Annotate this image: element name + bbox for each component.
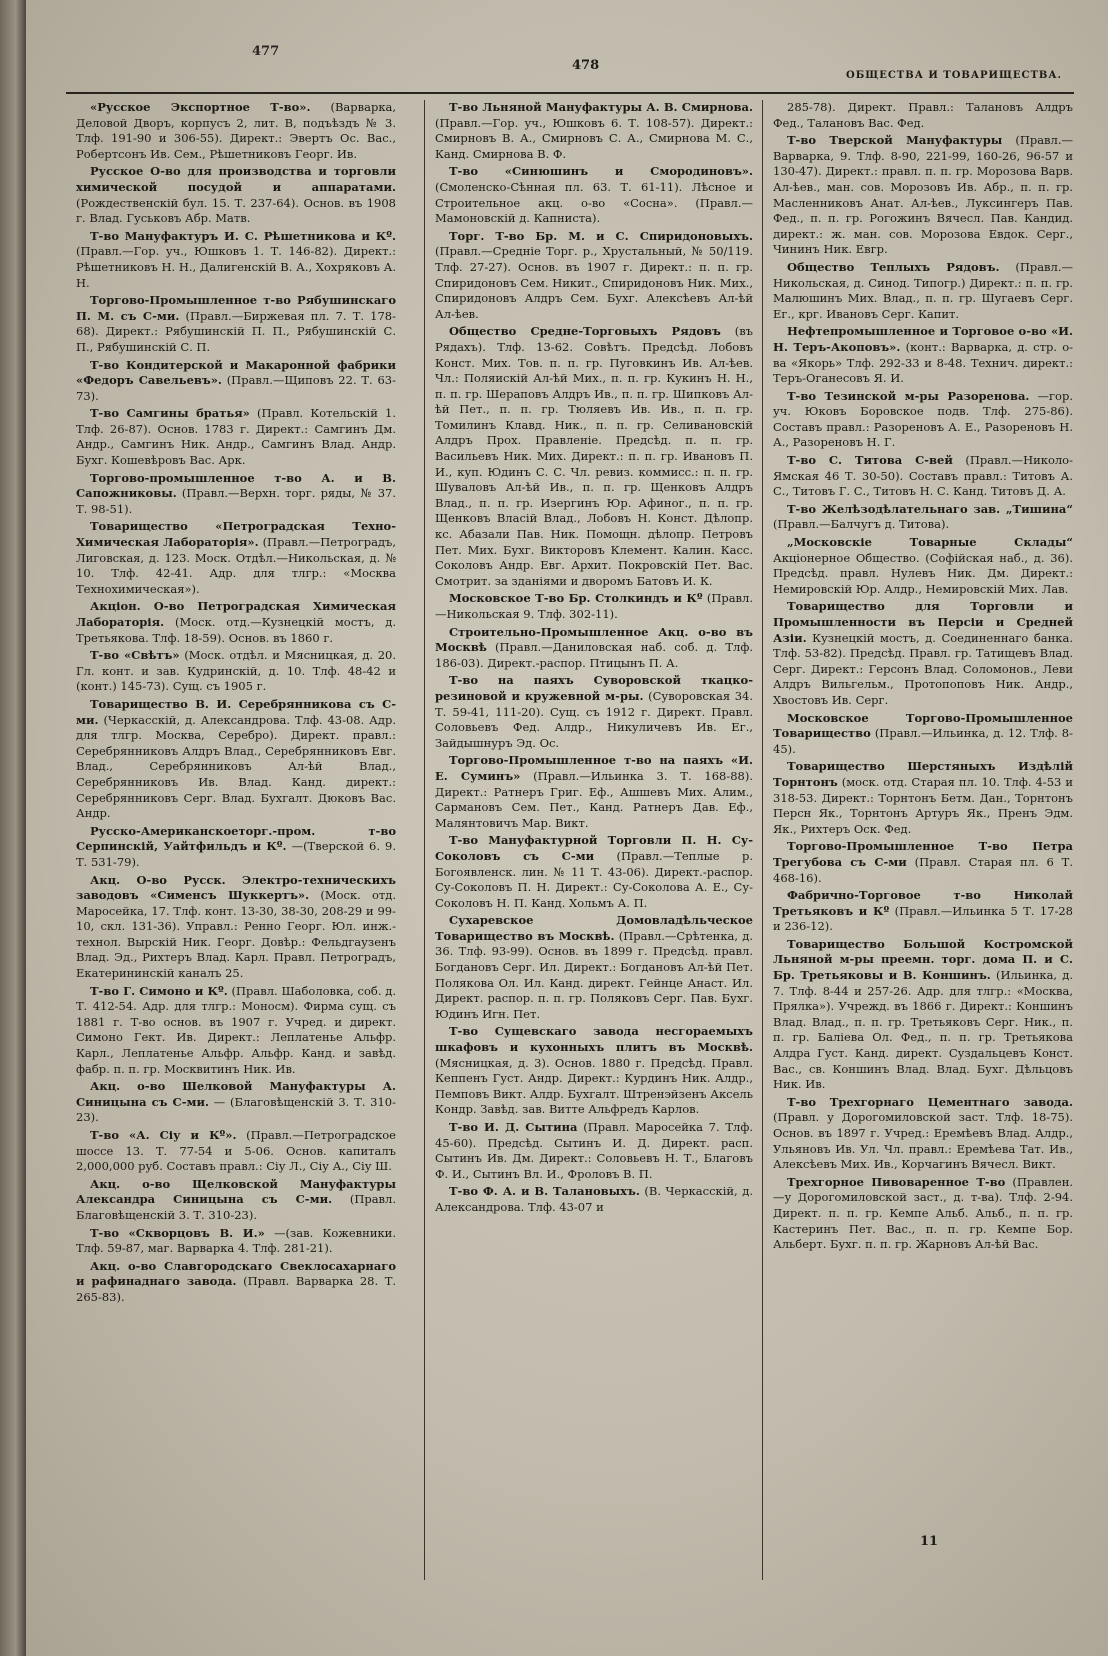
directory-entry — [76, 229, 396, 291]
directory-entry — [435, 100, 753, 162]
entry-body: (Правл. Шаболовка, соб. д. Т. 412-54. Адр. для тлгр.: Моносм). Фирма сущ. съ 1881 г. Т-во основ. въ 1907 г. Учред. и директ. Симоно Гект. Ив. Директ.: Леплатенье Альфр. Карл., Леплатенье Альфр. Альфр. Канд. и завѣд. фабр. п. п. гр. Москвитинъ Ник. Ив. — [76, 983, 396, 1076]
directory-entry — [773, 937, 1073, 1093]
entry-body: (Правл.—Щиповъ 22. Т. 63-73). — [76, 373, 396, 403]
entry-body: (Правл. Старая пл. 6 Т. 468-16). — [773, 854, 1073, 885]
entry-title: Товарищество для Торговли и Промышленности въ Персіи и Средней Азіи. — [773, 599, 1073, 645]
entry-body: (В. Черкасскій, д. Александрова. Тлф. 43-07 и — [435, 1184, 753, 1214]
directory-entry — [76, 100, 396, 162]
entry-body: (Правл.—Ильинка, д. 12. Тлф. 8-45). — [773, 726, 1073, 756]
directory-page — [66, 52, 1074, 1612]
entry-title: Т-во «Синюшинъ и Смородиновъ». — [449, 164, 753, 179]
directory-entry — [773, 502, 1073, 533]
running-head: ОБЩЕСТВА И ТОВАРИЩЕСТВА. — [846, 70, 1062, 81]
column-3 — [762, 100, 1073, 1580]
directory-entry — [773, 759, 1073, 837]
page-number: 478 — [572, 58, 600, 73]
directory-entry — [76, 599, 396, 646]
entry-body: (Правл.—Гор. уч., Юшковъ 1. Т. 146-82). Директ.: Рѣшетниковъ Н. Н., Далигенскій В. А., Хохряковъ А. Н. — [76, 244, 396, 290]
entry-title: Акціон. О-во Петроградская Химическая Лабораторія. — [76, 599, 396, 629]
entry-body: (Правл.—Гор. уч., Юшковъ 6. Т. 108-57). Директ.: Смирновъ В. А., Смирновъ С. А., Смирнова М. С., Канд. Смирнова В. Ф. — [435, 115, 753, 161]
directory-entry — [435, 833, 753, 911]
entry-body: (Правл.—Никольская 9. Тлф. 302-11). — [435, 591, 753, 621]
entry-body: (моск. отд. Старая пл. 10. Тлф. 4-53 и 318-53. Директ.: Торнтонъ Бетм. Дан., Торнтонъ Персн Як., Торнтонъ Артуръ Як., Пренъ Эдм. Як., Рихтеръ Оск. Фед. — [773, 774, 1073, 836]
entry-title: Т-во Сущевскаго завода несгораемыхъ шкафовъ и кухонныхъ плитъ въ Москвѣ. — [435, 1024, 753, 1055]
entry-title: Т-во «А. Сіу и Кº». — [90, 1128, 237, 1142]
entry-title: Торгово-Промышленное т-во на паяхъ «И. Е. Суминъ» — [435, 753, 753, 783]
entry-body: (Моск. отд.—Кузнецкій мостъ, д. Третьякова. Тлф. 18-59). Основ. въ 1860 г. — [76, 615, 396, 645]
entry-body: (Рождественскій бул. 15. Т. 237-64). Основ. въ 1908 г. Влад. Гуськовъ Абр. Матв. — [76, 195, 396, 226]
entry-title: Т-во Г. Симоно и Кº. — [90, 983, 228, 998]
left-page-number: 477 — [252, 44, 280, 59]
entry-body: (въ Рядахъ). Тлф. 13-62. Совѣтъ. Предсѣд. Лобовъ Конст. Мих. Тов. п. п. гр. Пуговкинъ Ив. Ал-ѣев. Чл.: Поляискій Ал-ѣй Мих., п. п. гр. Кукинъ Н. Н., п. п. гр. Шераповъ Алдръ Ив., п. п. гр. Шипковъ Ал-ѣй Пет., п. п. гр. Тюляевъ Ив. Ив., п. п. гр. Томилинъ Клавд. Ник., п. п. гр. Селивановскій Алдръ Прох. Правленіе. Предсѣд. п. п. гр. Васильевъ Ник. Мих. Директ.: п. п. гр. Ивановъ П. И., куп. Юдинъ С. С. Чл. ревиз. коммисс.: п. п. гр. Шуваловъ Ал-ѣй Ив., п. п. гр. Щенковъ Алдръ Влад., п. п. гр. Изергинъ Юр. Афиног., п. п. гр. Щенковъ Власій Влад., Лобовъ Н. Конст. Дѣлопр. кс. Абазали Пав. Ник. Помощн. дѣлопр. Петровъ Пет. Мих. Бухг. Викторовъ Клемент. Калин. Касс. Соколовъ Андр. Евг. Архит. Покровскій Пет. Вас. Смотрит. за зданіями и дворомъ Батовъ И. К. — [435, 324, 753, 588]
column-1 — [76, 100, 396, 1580]
entry-body: (Правл. Котельскій 1. Тлф. 26-87). Основ. 1783 г. Директ.: Самгинъ Дм. Андр., Самгинъ Ник. Андр., Самгинъ Влад. Андр. Бухг. Кошевѣровъ Вас. Арк. — [76, 406, 396, 468]
directory-entry — [773, 1095, 1073, 1173]
directory-entry — [435, 229, 753, 323]
entry-body: (Моск. отд. Маросейка, 17. Тлф. конт. 13-30, 38-30, 208-29 и 99-10, скл. 131-36). Управл.: Ренно Георг. Юл. инж.-технол. Вырскій Ник. Георг. Довѣр.: Фельдгаузенъ Влад. Эд., Рихтеръ Влад. Карл. Правл. Петроградъ, Екатерининскій каналъ 25. — [76, 888, 396, 981]
entry-title: Торгово-промышленное т-во А. и В. Сапожниковы. — [76, 470, 396, 501]
entry-body: (Правлен.—у Дорогомиловской заст., д. т-ва). Тлф. 2-94. Директ. п. п. гр. Кемпе Альб. Альб., п. п. гр. Кастеринъ Пет. Вас., п. п. гр. Кемпе Бор. Альберт. Бухг. п. п. гр. Жарновъ Ал-ѣй Вас. — [773, 1174, 1073, 1252]
directory-entry — [435, 753, 753, 831]
entry-title: Акц. о-во Шелковой Мануфактуры А. Синицына съ С-ми. — [76, 1079, 396, 1109]
entry-title: Нефтепромышленное и Торговое о-во «И. Н. Теръ-Акоповъ». — [773, 324, 1073, 354]
directory-entry — [435, 625, 753, 672]
directory-entry — [773, 599, 1073, 708]
directory-entry — [76, 293, 396, 355]
directory-entry — [435, 164, 753, 226]
entry-body: (Правл. Варварка 28. Т. 265-83). — [76, 1274, 396, 1304]
entry-title: Товарищество Большой Костромской Льняной м-ры преемн. торг. дома П. и С. Бр. Третьяковы и В. Коншинъ. — [773, 936, 1073, 983]
entry-body: (Правл.—Теплые р. Богоявленск. лин. № 11 Т. 43-06). Директ.-распор. Су-Соколовъ П. Н. Директ.: Су-Соколова А. Е., Су-Соколовъ Н. П. Канд. Хольмъ А. П. — [435, 848, 753, 910]
entry-body: (Правл.—Ильинка 5 Т. 17-28 и 236-12). — [773, 903, 1073, 934]
directory-entry — [773, 260, 1073, 322]
entry-title: Общество Средне-Торговыхъ Рядовъ — [449, 324, 721, 339]
entry-body: (Мясницкая, д. 3). Основ. 1880 г. Предсѣд. Правл. Кеппенъ Густ. Андр. Директ.: Курдинъ Ник. Алдр., Пемповъ Викт. Алдр. Бухгалт. Штренэйзенъ Аксель Кондр. Завѣд. зав. Витте Альфредъ Карлов. — [435, 1055, 753, 1117]
entry-title: Т-во Тверской Мануфактуры — [787, 133, 1003, 148]
entry-body: (Правл.—Варварка, 9. Тлф. 8-90, 221-99, 160-26, 96-57 и 130-47). Директ.: правл. п. п. гр. Морозова Варв. Ал-ѣев., ман. сов. Морозовъ Ив. Абр., п. п. гр. Масленниковъ Анат. Ал-ѣев., Луксингеръ Пав. Фед., п. п. гр. Рогожинъ Вячесл. Пав. Кандид. директ.: ж. ман. сов. Морозова Евдок. Серг., Чининъ Ник. Евгр. — [773, 133, 1073, 257]
entry-title: Сухаревское Домовладѣльческое Товарищество въ Москвѣ. — [435, 913, 753, 943]
entry-title: Т-во «Скворцовъ В. И.» — [90, 1225, 265, 1240]
entry-body: Акціонерное Общество. (Софійская наб., д. 36). Предсѣд. правл. Нулевъ Ник. Дм. Директ.: Немировскій Юр. Алдр., Немировскій Мих. Лав. — [773, 550, 1073, 596]
entry-title: Акц. О-во Русск. Электро-техническихъ заводовъ «Сименсъ Шуккертъ». — [76, 872, 396, 903]
entry-body: —(Тверской 6. 9. Т. 531-79). — [76, 839, 396, 869]
directory-entry — [76, 1079, 396, 1126]
directory-entry — [76, 984, 396, 1078]
entry-title: Т-во Кондитерской и Макаронной фабрики «Федоръ Савельевъ». — [76, 357, 396, 388]
directory-entry — [76, 358, 396, 405]
entry-body: (Правл.—Петроградъ, Лиговская, д. 123. Моск. Отдѣл.—Никольская, д. № 10. Тлф. 42-41. Адр. для тлгр.: «Москва Технохимическая»). — [76, 535, 396, 596]
directory-entry — [76, 1177, 396, 1224]
entry-body: —(зав. Кожевники. Тлф. 59-87, маг. Варварка 4. Тлф. 281-21). — [76, 1225, 396, 1256]
entry-title: Московское Торгово-Промышленное Товарищество — [773, 710, 1073, 741]
directory-entry — [773, 888, 1073, 935]
entry-body: —гор. уч. Юковъ Боровское подв. Тлф. 275-86). Составъ правл.: Разореновъ А. Е., Разореновъ Н. А., Разореновъ Н. Г. — [773, 388, 1073, 450]
directory-entry — [435, 1184, 753, 1215]
entry-body: (Правл.—Ильинка 3. Т. 168-88). Директ.: Ратнеръ Григ. Еф., Ашшевъ Мих. Алим., Сармановъ Сем. Пет., Канд. Ратнеръ Дав. Еф., Малянтовичъ Мар. Викт. — [435, 768, 753, 830]
entry-title: Т-во И. Д. Сытина — [449, 1120, 578, 1134]
entry-body: (Правл.—Николо-Ямская 46 Т. 30-50). Составъ правл.: Титовъ А. С., Титовъ Г. С., Титовъ Н. С. Канд. Титовъ Д. А. — [773, 453, 1073, 499]
directory-entry — [76, 1128, 396, 1175]
entry-title: „Московскіе Товарные Склады“ — [787, 535, 1073, 550]
entry-title: Московское Т-во Бр. Столкиндъ и Кº — [449, 591, 703, 606]
directory-entry — [435, 673, 753, 751]
directory-entry — [435, 1024, 753, 1118]
entry-title: Строительно-Промышленное Акц. о-во въ Москвѣ — [435, 624, 753, 655]
entry-title: Т-во Желѣзодѣлательнаго зав. „Тишина“ — [787, 501, 1073, 516]
directory-entry — [76, 164, 396, 226]
entry-body: (Ильинка, д. 7. Тлф. 8-44 и 257-26. Адр. для тлгр.: «Москва, Прялка»). Учрежд. въ 1866 г. Директ.: Коншинъ Влад. Влад., п. п. гр. Третьяковъ Серг. Ник., п. п. гр. Баліева Ол. Фед., п. п. гр. Третьякова Алдра Густ. Канд. директ. Суздальцевъ Конст. Вас., св. Коншинъ Влад. Влад. Бухг. Дѣльцовъ Ник. Ив. — [773, 968, 1073, 1092]
directory-entry — [76, 1226, 396, 1257]
entry-title: Торг. Т-во Бр. М. и С. Спиридоновыхъ. — [449, 228, 753, 243]
directory-entry — [773, 453, 1073, 500]
directory-entry — [76, 873, 396, 982]
entry-body: (Суворовская 34. Т. 59-41, 111-20). Сущ. съ 1912 г. Директ. Правл. Соловьевъ Фед. Алдр., Никуличевъ Ив. Ег., Зайдышнуръ Эд. Ос. — [435, 688, 753, 750]
entry-body: 285-78). Директ. Правл.: Талановъ Алдръ Фед., Талановъ Вас. Фед. — [773, 100, 1073, 130]
directory-entry — [773, 389, 1073, 451]
entry-title: Торгово-Промышленное Т-во Петра Трегубова съ С-ми — [773, 839, 1073, 869]
entry-body: (Правл. у Дорогомиловской заст. Тлф. 18-75). Основ. въ 1897 г. Учред.: Еремѣевъ Влад. Алдр., Ульяновъ Ив. Ул. Чл. правл.: Еремѣева Тат. Ив., Алексѣевъ Мих. Ив., Корчагинъ Вячесл. Викт. — [773, 1110, 1073, 1172]
entry-title: Т-во С. Титова С-вей — [787, 453, 953, 468]
entry-title: Т-во Самгины братья» — [90, 406, 250, 421]
entry-body: (Правл.—Петроградское шоссе 13. Т. 77-54 и 5-06. Основ. капиталъ 2,000,000 руб. Составъ правл.: Сіу Л., Сіу А., Сіу Ш. — [76, 1128, 396, 1174]
entry-body: (Правл.—Даниловская наб. соб. д. Тлф. 186-03). Директ.-распор. Птицынъ П. А. — [435, 640, 753, 670]
entry-title: Т-во на паяхъ Суворовской ткацко-резиновой и кружевной м-ры. — [435, 673, 753, 703]
entry-body: (Варварка, Деловой Дворъ, корпусъ 2, лит. В, подъѣздъ № 3. Тлф. 191-90 и 306-55). Директ.: Эвертъ Ос. Вас., Робертсонъ Ив. Сем., Рѣшетниковъ Георг. Ив. — [76, 100, 396, 161]
directory-entry — [76, 519, 396, 597]
entry-title: Т-во Тезинской м-ры Разоренова. — [787, 388, 1030, 403]
entry-title: Общество Теплыхъ Рядовъ. — [787, 259, 1000, 274]
entry-body: (Моск. отдѣл. и Мясницкая, д. 20. Гл. конт. и зав. Кудринскій, д. 10. Тлф. 48-42 и (конт.) 145-73). Сущ. съ 1905 г. — [76, 648, 396, 694]
signature-mark: 11 — [920, 1534, 939, 1549]
entry-body: Кузнецкій мостъ, д. Соединеннаго банка. Тлф. 53-82). Предсѣд. Правл. гр. Татищевъ Влад. Серг. Директ.: Герсонъ Влад. Соломонов., Леви Алдръ Вильгельм., Протопоповъ Ник. Андр., Хвостовъ Ив. Серг. — [773, 630, 1073, 707]
entry-title: Т-во Льняной Мануфактуры А. В. Смирнова. — [449, 100, 753, 114]
entry-title: Товарищество «Петроградская Техно-Химическая Лабораторія». — [76, 519, 396, 550]
directory-entry — [773, 839, 1073, 886]
directory-entry — [435, 324, 753, 589]
entry-title: Т-во «Свѣтъ» — [90, 648, 180, 663]
entry-body: (Правл. Благовѣщенскій 3. Т. 310-23). — [76, 1192, 396, 1222]
entry-body: (Черкасскій, д. Александрова. Тлф. 43-08. Адр. для тлгр. Москва, Серебро). Директ. правл.: Серебрянниковъ Алдръ Влад., Серебрянниковъ Евг. Влад., Серебрянниковъ Ал-ѣй Влад., Серебрянниковъ Ив. Влад. Канд. директ.: Серебрянниковъ Серг. Влад. Бухгалт. Дюковъ Вас. Андр. — [76, 712, 396, 821]
entry-title: Акц. о-во Славгородскаго Свеклосахарнаго и рафинаднаго завода. — [76, 1258, 396, 1289]
entry-body: (Правл. Маросейка 7. Тлф. 45-60). Предсѣд. Сытинъ И. Д. Директ. расп. Сытинъ Ив. Дм. Директ.: Соловьевъ Н. Т., Благовъ Ф. И., Сытинъ Вл. И., Фроловъ В. П. — [435, 1120, 753, 1181]
entry-title: Русско-Американскоеторг.-пром. т-во Серпинскій, Уайтфильдъ и Кº. — [76, 823, 396, 854]
entry-body: (Правл.—Биржевая пл. 7. Т. 178-68). Директ.: Рябушинскій П. П., Рябушинскій С. П., Рябушинскій С. П. — [76, 308, 396, 354]
directory-entry — [76, 824, 396, 871]
entry-body: (Правл.—Средніе Торг. р., Хрустальный, № 50/119. Тлф. 27-27). Основ. въ 1907 г. Директ.: п. п. гр. Спиридоновъ Сем. Никит., Спиридоновъ Ник. Мих., Спиридоновъ Алдръ Сем. Бухг. Алексѣевъ Ал-ѣй Ал-ѣев. — [435, 244, 753, 321]
left-page-edge — [0, 0, 26, 1656]
directory-entry — [76, 648, 396, 695]
entry-title: «Русское Экспортное Т-во». — [90, 100, 311, 114]
entry-title: Фабрично-Торговое т-во Николай Третьяковъ и Кº — [773, 888, 1073, 918]
directory-entry — [773, 133, 1073, 258]
entry-title: Товарищество В. И. Серебрянникова съ С-ми. — [76, 696, 396, 727]
entry-title: Т-во Мануфактуръ И. С. Рѣшетникова и Кº. — [90, 228, 396, 243]
directory-entry — [76, 697, 396, 822]
entry-title: Т-во Ф. А. и В. Талановыхъ. — [449, 1184, 640, 1199]
directory-entry — [773, 535, 1073, 597]
directory-entry — [773, 324, 1073, 386]
directory-entry — [773, 711, 1073, 758]
directory-entry — [76, 406, 396, 468]
directory-entry — [435, 913, 753, 1022]
entry-title: Трехгорное Пивоваренное Т-во — [787, 1174, 1006, 1189]
entry-body: (Правл.—Срѣтенка, д. 36. Тлф. 93-99). Основ. въ 1899 г. Предсѣд. правл. Богдановъ Серг. Ил. Директ.: Богдановъ Ал-ѣй Пет. Полякова Ол. Ил. Канд. директ. Гейнце Анаст. Ил. Директ. распор. п. п. гр. Поляковъ Серг. Пав. Бухг. Юдинъ Игн. Пет. — [435, 928, 753, 1021]
entry-body: (Правл.—Верхн. торг. ряды, № 37. Т. 98-51). — [76, 486, 396, 516]
entry-title: Т-во Мануфактурной Торговли П. Н. Су-Соколовъ съ С-ми — [435, 833, 753, 863]
directory-entry — [76, 471, 396, 518]
directory-entry — [76, 1259, 396, 1306]
page-header — [66, 52, 1074, 94]
directory-entry — [773, 1175, 1073, 1253]
entry-title: Т-во Трехгорнаго Цементнаго завода. — [787, 1094, 1073, 1109]
entry-title: Акц. о-во Щелковской Мануфактуры Александра Синицына съ С-ми. — [76, 1176, 396, 1207]
directory-entry — [435, 1120, 753, 1182]
directory-entry — [435, 591, 753, 622]
entry-body: (конт.: Варварка, д. стр. о-ва «Якорь» Тлф. 292-33 и 8-48. Технич. директ.: Теръ-Оганесовъ Я. И. — [773, 339, 1073, 386]
entry-body: (Правл.—Балчугъ д. Титова). — [773, 517, 950, 532]
column-2 — [424, 100, 753, 1580]
entry-body: (Смоленско-Сѣнная пл. 63. Т. 61-11). Лѣсное и Строительное акц. о-во «Сосна». (Правл.—Мамоновскій д. Капниста). — [435, 179, 753, 226]
entry-title: Торгово-Промышленное т-во Рябушинскаго П. М. съ С-ми. — [76, 293, 396, 323]
entry-body: — (Благовѣщенскій 3. Т. 310-23). — [76, 1094, 396, 1125]
entry-title: Товарищество Шерстяныхъ Издѣлій Торнтонъ — [773, 759, 1073, 789]
entry-title: Русское О-во для производства и торговли химической посудой и аппаратами. — [76, 164, 396, 194]
entry-body: (Правл.—Никольская, д. Синод. Типогр.) Директ.: п. п. гр. Малюшинъ Мих. Влад., п. п. гр. Шугаевъ Серг. Ег., крг. Ивановъ Серг. Капит. — [773, 259, 1073, 321]
directory-entry — [773, 100, 1073, 131]
